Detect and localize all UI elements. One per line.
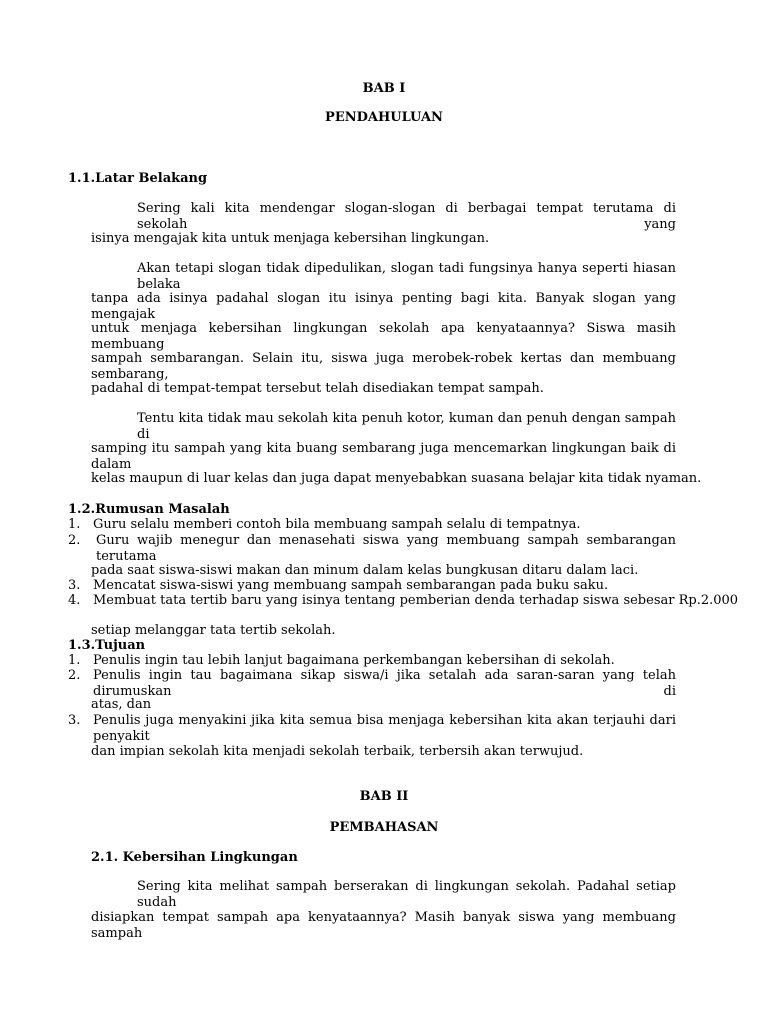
list-item: Guru wajib menegur dan menasehati siswa yang membuang sampah sembarangan terutama <box>96 533 676 564</box>
list-item: Mencatat siswa-siswi yang membuang sampah sembarangan pada buku saku. <box>93 578 609 593</box>
paragraph-line: isinya mengajak kita untuk menjaga kebersihan lingkungan. <box>91 231 490 246</box>
list-item: Penulis ingin tau lebih lanjut bagaimana perkembangan kebersihan di sekolah. <box>93 653 615 668</box>
paragraph-line: padahal di tempat-tempat tersebut telah disediakan tempat sampah. <box>91 381 544 396</box>
list-item: Penulis ingin tau bagaimana sikap siswa/i jika setalah ada saran-saran yang telah dirumuskan di <box>93 668 676 699</box>
list-number: 3. <box>68 713 81 728</box>
section-heading: 2.1. Kebersihan Lingkungan <box>91 850 298 865</box>
paragraph-line: sampah sembarangan. Selain itu, siswa juga merobek-robek kertas dan membuang sembarang, <box>91 351 676 382</box>
list-item: dan impian sekolah kita menjadi sekolah terbaik, terbersih akan terwujud. <box>91 744 584 759</box>
chapter-subtitle: PEMBAHASAN <box>329 820 439 835</box>
chapter-title: BAB II <box>359 789 409 804</box>
chapter-subtitle: PENDAHULUAN <box>325 110 443 125</box>
paragraph-line: untuk menjaga kebersihan lingkungan sekolah apa kenyataannya? Siswa masih membuang <box>91 321 676 352</box>
list-item: Membuat tata tertib baru yang isinya tentang pemberian denda terhadap siswa sebesar Rp.2.000 <box>93 593 739 608</box>
paragraph-line: Sering kita melihat sampah berserakan di lingkungan sekolah. Padahal setiap sudah <box>137 879 676 910</box>
section-heading: 1.1.Latar Belakang <box>68 171 208 186</box>
paragraph-line: disiapkan tempat sampah apa kenyataannya? Masih banyak siswa yang membuang sampah <box>91 910 676 941</box>
paragraph-line: samping itu sampah yang kita buang sembarang juga mencemarkan lingkungan baik di dalam <box>91 441 676 472</box>
list-item: setiap melanggar tata tertib sekolah. <box>91 623 336 638</box>
list-item: Guru selalu memberi contoh bila membuang sampah selalu di tempatnya. <box>93 517 581 532</box>
list-item: atas, dan <box>91 697 152 712</box>
list-item: pada saat siswa-siswi makan dan minum dalam kelas bungkusan ditaru dalam laci. <box>91 563 639 578</box>
paragraph-line: Akan tetapi slogan tidak dipedulikan, slogan tadi fungsinya hanya seperti hiasan belaka <box>137 261 676 292</box>
paragraph-line: kelas maupun di luar kelas dan juga dapat menyebabkan suasana belajar kita tidak nyaman. <box>91 471 702 486</box>
chapter-title: BAB I <box>362 81 406 96</box>
section-heading: 1.2.Rumusan Masalah <box>68 502 230 517</box>
paragraph-line: Sering kali kita mendengar slogan-slogan di berbagai tempat terutama di sekolah yang <box>137 201 676 232</box>
list-item: Penulis juga menyakini jika kita semua bisa menjaga kebersihan kita akan terjauhi dari penyakit <box>93 713 676 744</box>
list-number: 1. <box>68 517 81 532</box>
list-number: 2. <box>68 533 81 548</box>
list-number: 4. <box>68 593 81 608</box>
list-number: 3. <box>68 578 81 593</box>
list-number: 2. <box>68 668 81 683</box>
list-number: 1. <box>68 653 81 668</box>
paragraph-line: tanpa ada isinya padahal slogan itu isinya penting bagi kita. Banyak slogan yang mengajak <box>91 291 676 322</box>
section-heading: 1.3.Tujuan <box>68 638 146 653</box>
paragraph-line: Tentu kita tidak mau sekolah kita penuh kotor, kuman dan penuh dengan sampah di <box>137 411 676 442</box>
